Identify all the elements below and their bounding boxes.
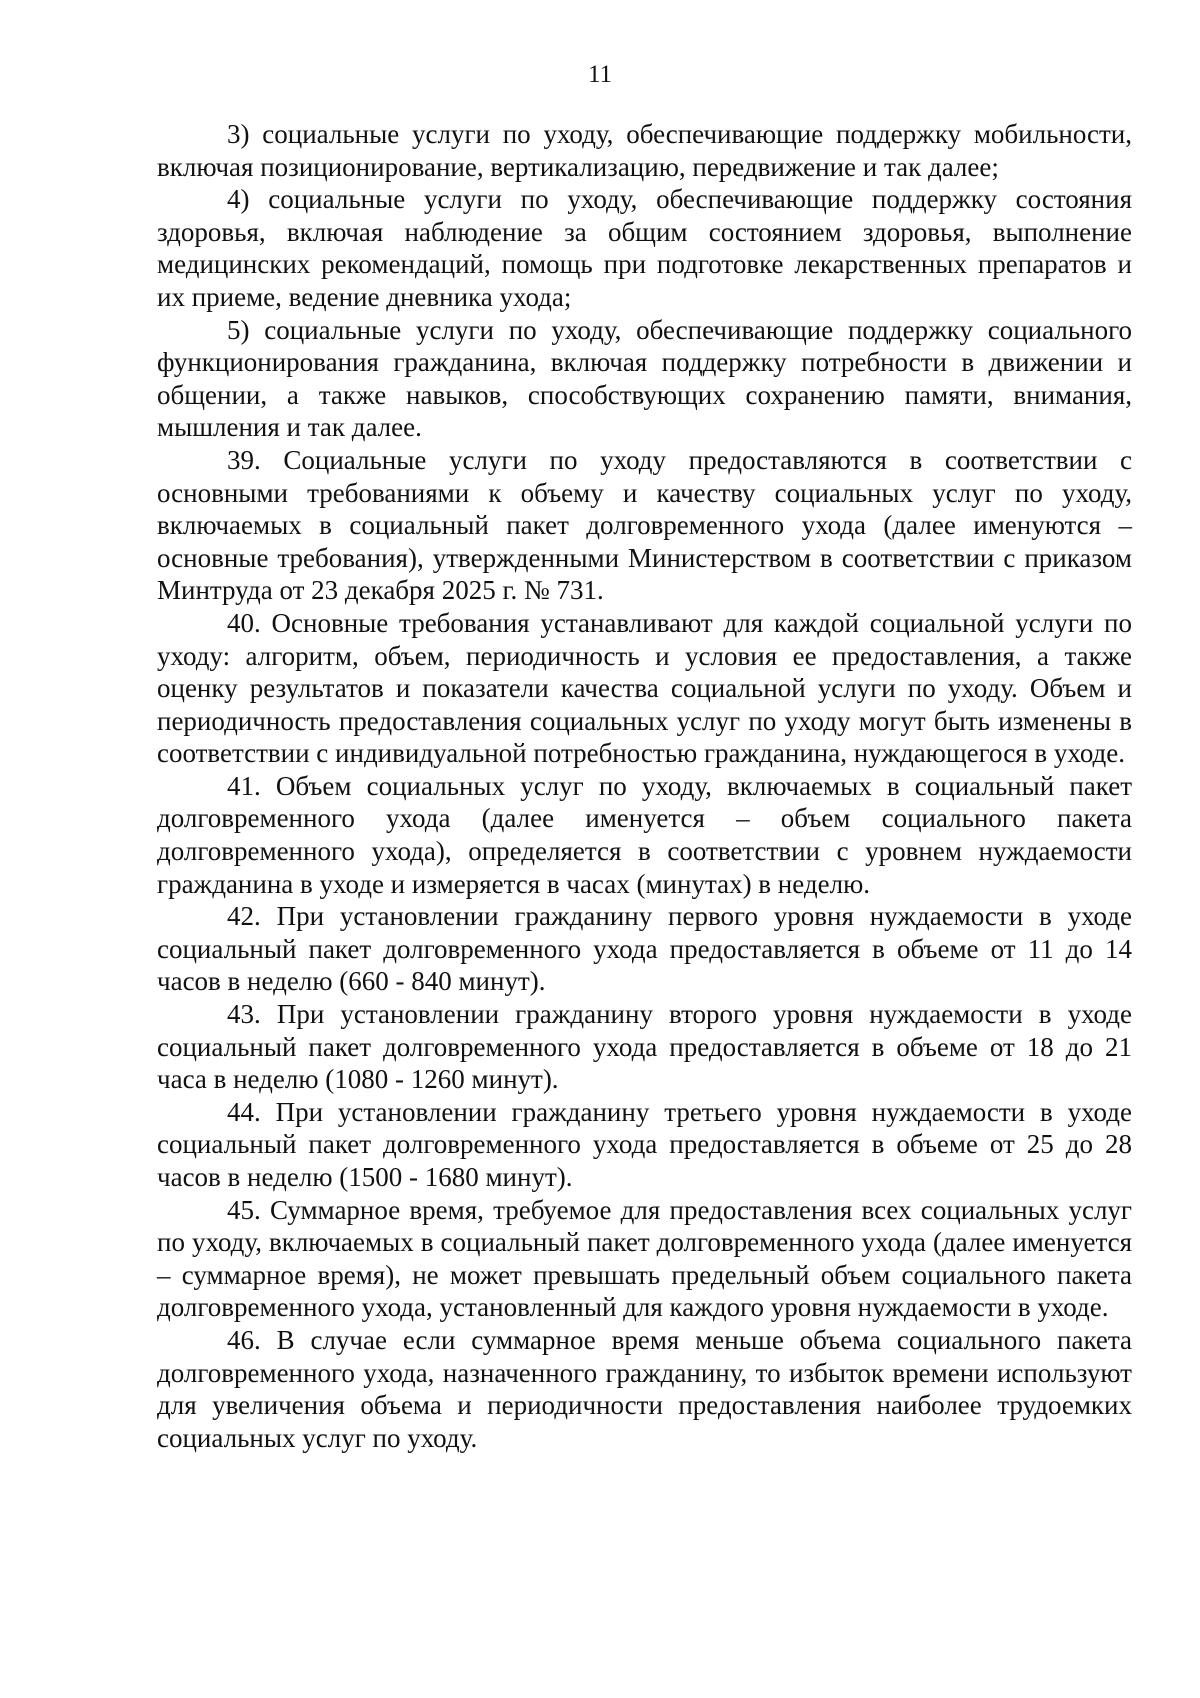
paragraph-41: 41. Объем социальных услуг по уходу, включаемых в социальный пакет долговременного ухода (далее именуется – объем социального пакета долговременного ухода), определяется в соответствии с уровнем нуждаемости гражданина в уходе и измеряется в часах (минутах) в неделю.: [157, 770, 1132, 899]
paragraph-39: 39. Социальные услуги по уходу предоставляются в соответствии с основными требованиями к объему и качеству социальных услуг по уходу, включаемых в социальный пакет долговременного ухода (далее именуются – основные требования), утвержденными Министерством в соответствии с приказом Минтруда от 23 декабря 2025 г. № 731.: [157, 444, 1132, 606]
paragraph-44: 44. При установлении гражданину третьего уровня нуждаемости в уходе социальный пакет долговременного ухода предоставляется в объеме от 25 до 28 часов в неделю (1500 - 1680 минут).: [157, 1096, 1132, 1192]
paragraph-item-3-mobility: 3) социальные услуги по уходу, обеспечивающие поддержку мобильности, включая позиционирование, вертикализацию, передвижение и так далее;: [157, 119, 1132, 182]
paragraph-40: 40. Основные требования устанавливают для каждой социальной услуги по уходу: алгоритм, объем, периодичность и условия ее предоставления, а также оценку результатов и показатели качества социальной услуги по уходу. Объем и периодичность предоставления социальных услуг по уходу могут быть изменены в соответствии с индивидуальной потребностью гражданина, нуждающегося в уходе.: [157, 607, 1132, 769]
document-body: [157, 118, 1132, 1454]
paragraph-item-5-social-functioning: 5) социальные услуги по уходу, обеспечивающие поддержку социального функционирования гражданина, включая поддержку потребности в движении и общении, а также навыков, способствующих сохранению памяти, внимания, мышления и так далее.: [157, 314, 1132, 443]
paragraph-45: 45. Суммарное время, требуемое для предоставления всех социальных услуг по уходу, включаемых в социальный пакет долговременного ухода (далее именуется – суммарное время), не может превышать предельный объем социального пакета долговременного ухода, установленный для каждого уровня нуждаемости в уходе.: [157, 1194, 1132, 1323]
paragraph-46: 46. В случае если суммарное время меньше объема социального пакета долговременного ухода, назначенного гражданину, то избыток времени используют для увеличения объема и периодичности предоставления наиболее трудоемких социальных услуг по уходу.: [157, 1324, 1132, 1453]
paragraph-43: 43. При установлении гражданину второго уровня нуждаемости в уходе социальный пакет долговременного ухода предоставляется в объеме от 18 до 21 часа в неделю (1080 - 1260 минут).: [157, 999, 1132, 1095]
paragraph-item-4-health: 4) социальные услуги по уходу, обеспечивающие поддержку состояния здоровья, включая наблюдение за общим состоянием здоровья, выполнение медицинских рекомендаций, помощь при подготовке лекарственных препаратов и их приеме, ведение дневника ухода;: [157, 184, 1132, 312]
paragraph-42: 42. При установлении гражданину первого уровня нуждаемости в уходе социальный пакет долговременного ухода предоставляется в объеме от 11 до 14 часов в неделю (660 - 840 минут).: [157, 901, 1132, 997]
page-number: 11: [587, 61, 613, 88]
